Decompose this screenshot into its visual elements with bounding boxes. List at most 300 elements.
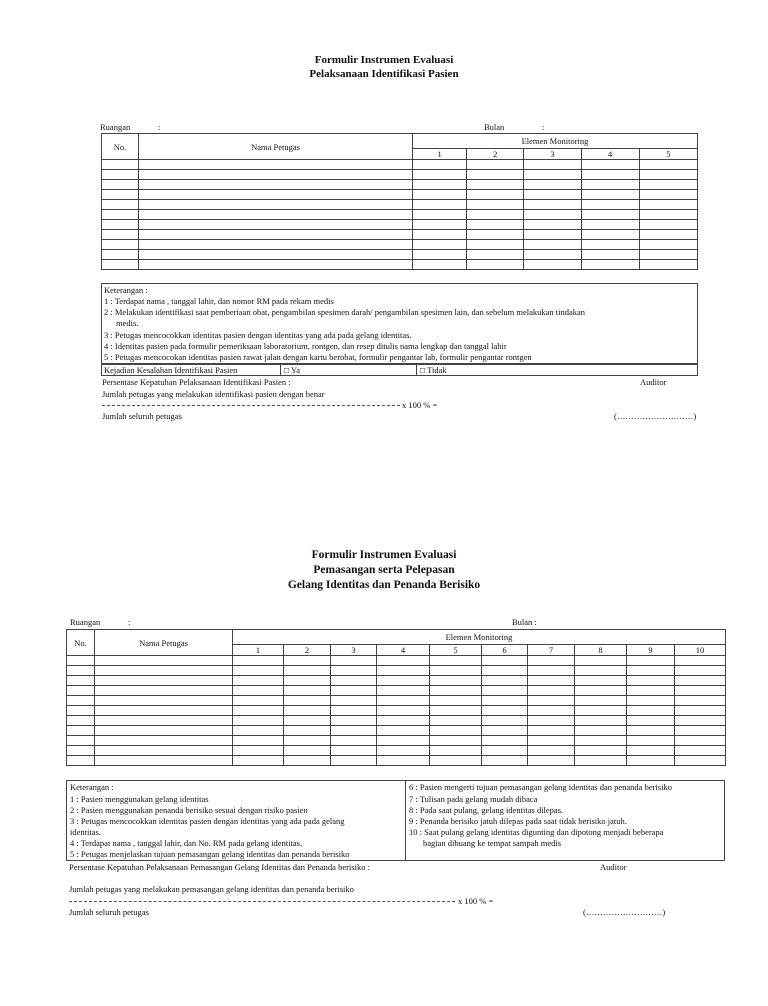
form2-table-cell[interactable] xyxy=(627,756,675,766)
form1-table-cell[interactable] xyxy=(524,250,581,260)
form1-table-cell[interactable] xyxy=(581,190,639,200)
form1-title-line1: Formulir Instrumen Evaluasi xyxy=(314,54,454,66)
form2-table-cell[interactable] xyxy=(482,686,528,696)
form1-table-cell[interactable] xyxy=(639,160,697,170)
form2-table-cell[interactable] xyxy=(430,686,482,696)
form1-table-cell[interactable] xyxy=(413,190,467,200)
form2-monitoring-table xyxy=(66,629,726,766)
form1-table-row xyxy=(102,260,698,270)
form1-table-cell[interactable] xyxy=(139,190,413,200)
form2-table-cell[interactable] xyxy=(675,756,726,766)
form2-table-cell[interactable] xyxy=(284,656,331,666)
form2-table-cell[interactable] xyxy=(284,736,331,746)
form2-table-cell[interactable] xyxy=(233,716,284,726)
form2-table-cell[interactable] xyxy=(331,686,377,696)
form2-table-cell[interactable] xyxy=(233,756,284,766)
form2-table-cell[interactable] xyxy=(575,676,627,686)
form2-denominator: Jumlah seluruh petugas xyxy=(69,907,149,917)
form1-table-cell[interactable] xyxy=(467,190,524,200)
form2-table-cell[interactable] xyxy=(331,676,377,686)
form1-table-cell[interactable] xyxy=(639,180,697,190)
form1-table-cell[interactable] xyxy=(467,200,524,210)
form1-table-cell[interactable] xyxy=(524,230,581,240)
form1-title-line2: Pelaksanaan Identifikasi Pasien xyxy=(309,68,459,80)
form2-table-cell[interactable] xyxy=(528,696,575,706)
form1-table-cell[interactable] xyxy=(102,180,139,190)
form2-persentase-label: Persentase Kepatuhan Pelaksanaan Pemasangan Gelang Identitas dan Penanda berisiko : xyxy=(69,862,370,872)
form2-table-row xyxy=(67,736,726,746)
form2-table-cell[interactable] xyxy=(675,716,726,726)
form2-table-cell[interactable] xyxy=(575,696,627,706)
form2-table-cell[interactable] xyxy=(575,736,627,746)
form2-title-line3: Gelang Identitas dan Penanda Berisiko xyxy=(287,579,481,591)
form2-title-line2: Pemasangan serta Pelepasan xyxy=(313,564,455,576)
form2-table-cell[interactable] xyxy=(627,736,675,746)
form1-bulan-colon: : xyxy=(542,122,545,132)
form1-table-cell[interactable] xyxy=(102,190,139,200)
form2-table-cell[interactable] xyxy=(482,736,528,746)
form1-table-cell[interactable] xyxy=(639,220,697,230)
form1-auditor-label: Auditor xyxy=(640,377,667,387)
form2-table-cell[interactable] xyxy=(67,696,95,706)
form2-table-cell[interactable] xyxy=(675,666,726,676)
form1-table-cell[interactable] xyxy=(413,160,467,170)
form1-table-cell[interactable] xyxy=(581,200,639,210)
form2-table-cell[interactable] xyxy=(482,656,528,666)
form2-table-cell[interactable] xyxy=(95,676,233,686)
form1-multiplier: x 100 % = xyxy=(402,400,438,410)
form1-elemen-1: 1 xyxy=(413,149,467,160)
form1-table-cell[interactable] xyxy=(467,210,524,220)
form2-table-cell[interactable] xyxy=(482,696,528,706)
form2-table-cell[interactable] xyxy=(377,746,430,756)
form1-table-cell[interactable] xyxy=(639,250,697,260)
form1-table-cell[interactable] xyxy=(467,220,524,230)
form2-table-cell[interactable] xyxy=(331,706,377,716)
form2-table-cell[interactable] xyxy=(430,696,482,706)
form2-table-cell[interactable] xyxy=(67,686,95,696)
form2-keterangan-10b: bagian dibuang ke tempat sampah medis xyxy=(423,838,562,848)
form1-keterangan-2b: medis. xyxy=(116,318,139,328)
form1-kejadian-label: Kejadian Kesalahan Identifikasi Pasien xyxy=(104,365,238,375)
form2-table-cell[interactable] xyxy=(331,666,377,676)
form2-table-cell[interactable] xyxy=(284,706,331,716)
form1-table-cell[interactable] xyxy=(102,250,139,260)
form1-table-cell[interactable] xyxy=(139,200,413,210)
form2-table-cell[interactable] xyxy=(482,706,528,716)
form2-signature: (………………………) xyxy=(583,907,666,917)
form2-table-cell[interactable] xyxy=(95,746,233,756)
form1-table-cell[interactable] xyxy=(413,180,467,190)
form2-table-cell[interactable] xyxy=(430,726,482,736)
form2-keterangan-3b: identitas. xyxy=(70,827,101,837)
form1-table-cell[interactable] xyxy=(581,250,639,260)
form2-table-cell[interactable] xyxy=(482,716,528,726)
form2-fraction-line xyxy=(69,901,455,902)
form2-table-cell[interactable] xyxy=(284,726,331,736)
form1-table-cell[interactable] xyxy=(139,260,413,270)
form2-table-cell[interactable] xyxy=(377,666,430,676)
form1-table-cell[interactable] xyxy=(467,250,524,260)
form1-table-cell[interactable] xyxy=(102,260,139,270)
form2-table-row xyxy=(67,716,726,726)
form2-table-cell[interactable] xyxy=(284,686,331,696)
form2-elemen-1: 1 xyxy=(233,645,284,656)
form2-table-cell[interactable] xyxy=(482,676,528,686)
form2-table-cell[interactable] xyxy=(95,656,233,666)
form2-table-cell[interactable] xyxy=(233,706,284,716)
form1-table-cell[interactable] xyxy=(102,160,139,170)
form2-multiplier: x 100 % = xyxy=(458,896,494,906)
form2-table-cell[interactable] xyxy=(430,736,482,746)
form1-header-no: No. xyxy=(102,134,139,160)
form2-table-cell[interactable] xyxy=(377,756,430,766)
form2-table-cell[interactable] xyxy=(284,676,331,686)
form1-table-cell[interactable] xyxy=(413,260,467,270)
form2-table-cell[interactable] xyxy=(627,696,675,706)
form1-persentase-label: Persentase Kepatuhan Pelaksanaan Identifikasi Pasien : xyxy=(102,377,291,387)
form1-elemen-2: 2 xyxy=(467,149,524,160)
form2-table-cell[interactable] xyxy=(284,746,331,756)
form2-table-cell[interactable] xyxy=(675,706,726,716)
form2-table-cell[interactable] xyxy=(377,736,430,746)
form2-table-cell[interactable] xyxy=(377,686,430,696)
form2-table-cell[interactable] xyxy=(233,666,284,676)
form1-table-cell[interactable] xyxy=(581,180,639,190)
form2-table-cell[interactable] xyxy=(233,696,284,706)
form1-table-cell[interactable] xyxy=(102,200,139,210)
form2-auditor-label: Auditor xyxy=(600,862,627,872)
form2-table-row xyxy=(67,706,726,716)
form1-table-cell[interactable] xyxy=(524,180,581,190)
form1-table-cell[interactable] xyxy=(413,250,467,260)
form2-table-cell[interactable] xyxy=(331,736,377,746)
form1-table-cell[interactable] xyxy=(581,240,639,250)
form2-table-cell[interactable] xyxy=(528,756,575,766)
form1-elemen-3: 3 xyxy=(524,149,581,160)
form2-header-elemen: Elemen Monitoring xyxy=(233,630,726,645)
form2-table-cell[interactable] xyxy=(430,706,482,716)
form2-table-row xyxy=(67,666,726,676)
form2-elemen-10: 10 xyxy=(675,645,726,656)
form2-table-row xyxy=(67,696,726,706)
form1-table-cell[interactable] xyxy=(524,210,581,220)
form2-table-cell[interactable] xyxy=(377,656,430,666)
form1-ruangan-label: Ruangan xyxy=(100,122,131,132)
form2-table-cell[interactable] xyxy=(575,756,627,766)
form1-table-row xyxy=(102,190,698,200)
form2-table-cell[interactable] xyxy=(95,756,233,766)
form2-keterangan-2: 2 : Pasien menggunakan penanda berisiko sesuai dengan risiko pasien xyxy=(70,805,308,815)
form2-elemen-3: 3 xyxy=(331,645,377,656)
form2-table-cell[interactable] xyxy=(528,656,575,666)
form2-table-cell[interactable] xyxy=(575,706,627,716)
form2-table-cell[interactable] xyxy=(377,706,430,716)
form1-bulan-label: Bulan xyxy=(484,122,505,132)
form2-table-cell[interactable] xyxy=(528,736,575,746)
form1-table-cell[interactable] xyxy=(639,210,697,220)
form2-table-cell[interactable] xyxy=(627,676,675,686)
form1-table-cell[interactable] xyxy=(413,230,467,240)
form2-table-cell[interactable] xyxy=(575,666,627,676)
form1-header-elemen: Elemen Monitoring xyxy=(413,134,698,149)
form2-ruangan-colon: : xyxy=(128,617,131,627)
form2-table-row xyxy=(67,656,726,666)
form1-table-cell[interactable] xyxy=(639,240,697,250)
form2-keterangan-8: 8 : Pada saat pulang, gelang identitas dilepas. xyxy=(409,805,564,815)
form1-table-cell[interactable] xyxy=(639,230,697,240)
form2-elemen-4: 4 xyxy=(377,645,430,656)
form2-table-cell[interactable] xyxy=(284,716,331,726)
form1-table-cell[interactable] xyxy=(102,210,139,220)
form1-table-cell[interactable] xyxy=(524,160,581,170)
form2-table-cell[interactable] xyxy=(377,676,430,686)
form2-header-nama: Nama Petugas xyxy=(95,630,233,656)
form1-table-cell[interactable] xyxy=(467,260,524,270)
form1-table-cell[interactable] xyxy=(139,210,413,220)
form2-table-cell[interactable] xyxy=(575,656,627,666)
form2-table-cell[interactable] xyxy=(575,726,627,736)
form2-table-cell[interactable] xyxy=(377,726,430,736)
form1-table-cell[interactable] xyxy=(581,210,639,220)
form2-table-cell[interactable] xyxy=(233,726,284,736)
form1-numerator: Jumlah petugas yang melakukan identifikasi pasien dengan benar xyxy=(102,389,325,399)
form2-table-cell[interactable] xyxy=(284,756,331,766)
form2-table-cell[interactable] xyxy=(430,716,482,726)
form2-table-cell[interactable] xyxy=(284,666,331,676)
form2-table-cell[interactable] xyxy=(331,726,377,736)
form2-table-cell[interactable] xyxy=(95,686,233,696)
form2-table-cell[interactable] xyxy=(627,666,675,676)
form2-table-cell[interactable] xyxy=(675,746,726,756)
form1-table-cell[interactable] xyxy=(524,190,581,200)
form2-table-cell[interactable] xyxy=(233,746,284,756)
form1-table-cell[interactable] xyxy=(413,200,467,210)
form1-ruangan-colon: : xyxy=(158,122,161,132)
form2-elemen-6: 6 xyxy=(482,645,528,656)
form1-ya-cell xyxy=(280,364,417,376)
form1-tidak-checkbox[interactable]: □ Tidak xyxy=(420,365,447,375)
form1-table-cell[interactable] xyxy=(467,170,524,180)
form2-table-cell[interactable] xyxy=(575,716,627,726)
form2-table-cell[interactable] xyxy=(67,676,95,686)
form2-table-cell[interactable] xyxy=(95,736,233,746)
form1-table-cell[interactable] xyxy=(581,170,639,180)
form2-table-cell[interactable] xyxy=(482,756,528,766)
form2-header-no: No. xyxy=(67,630,95,656)
form1-table-row xyxy=(102,160,698,170)
form1-table-cell[interactable] xyxy=(581,220,639,230)
form2-table-cell[interactable] xyxy=(675,676,726,686)
form1-table-cell[interactable] xyxy=(581,160,639,170)
form2-table-cell[interactable] xyxy=(67,716,95,726)
form1-signature: (………………………) xyxy=(614,411,697,421)
form2-keterangan-7: 7 : Tulisan pada gelang mudah dibaca xyxy=(409,794,538,804)
form2-bulan-label: Bulan : xyxy=(512,617,537,627)
form2-table-row xyxy=(67,676,726,686)
form2-table-cell[interactable] xyxy=(233,676,284,686)
form1-table-cell[interactable] xyxy=(139,250,413,260)
form2-table-cell[interactable] xyxy=(675,686,726,696)
form2-table-cell[interactable] xyxy=(430,656,482,666)
form1-denominator: Jumlah seluruh petugas xyxy=(102,411,182,421)
form2-table-cell[interactable] xyxy=(528,706,575,716)
form1-table-cell[interactable] xyxy=(467,160,524,170)
form1-table-cell[interactable] xyxy=(413,170,467,180)
form2-table-cell[interactable] xyxy=(95,716,233,726)
form1-table-cell[interactable] xyxy=(639,170,697,180)
form2-keterangan-5: 5 : Petugas menjelaskan tujuan pemasangan gelang identitas dan penanda berisiko xyxy=(70,849,350,859)
form2-table-cell[interactable] xyxy=(627,656,675,666)
form1-table-cell[interactable] xyxy=(524,200,581,210)
form2-table-cell[interactable] xyxy=(377,696,430,706)
form1-keterangan-title: Keterangan : xyxy=(104,285,148,295)
form1-table-cell[interactable] xyxy=(639,200,697,210)
form2-keterangan-10: 10 : Saat pulang gelang identitas digunting dan dipotong menjadi beberapa xyxy=(409,827,664,837)
form1-header-nama: Nama Petugas xyxy=(139,134,413,160)
form2-table-cell[interactable] xyxy=(675,696,726,706)
form1-table-cell[interactable] xyxy=(139,220,413,230)
form2-elemen-9: 9 xyxy=(627,645,675,656)
form1-table-cell[interactable] xyxy=(467,230,524,240)
form2-elemen-8: 8 xyxy=(575,645,627,656)
form1-tidak-cell xyxy=(416,364,698,376)
form2-table-cell[interactable] xyxy=(482,746,528,756)
form1-table-cell[interactable] xyxy=(581,230,639,240)
form1-table-row xyxy=(102,210,698,220)
form2-table-cell[interactable] xyxy=(528,726,575,736)
form2-table-cell[interactable] xyxy=(95,726,233,736)
form2-table-cell[interactable] xyxy=(331,656,377,666)
form1-table-cell[interactable] xyxy=(139,240,413,250)
form1-table-cell[interactable] xyxy=(139,170,413,180)
form2-table-row xyxy=(67,726,726,736)
form2-table-cell[interactable] xyxy=(331,716,377,726)
form2-table-cell[interactable] xyxy=(233,736,284,746)
form2-table-cell[interactable] xyxy=(95,666,233,676)
form1-monitoring-table xyxy=(101,133,698,270)
form2-ruangan-label: Ruangan xyxy=(70,617,101,627)
form2-table-cell[interactable] xyxy=(67,756,95,766)
form2-table-cell[interactable] xyxy=(95,706,233,716)
form2-keterangan-title: Keterangan : xyxy=(70,782,114,792)
form2-table-cell[interactable] xyxy=(430,666,482,676)
form1-table-row xyxy=(102,230,698,240)
form1-table-cell[interactable] xyxy=(581,260,639,270)
form1-keterangan-4: 4 : Identitas pasien pada formulir pemeriksaan laboratorium, rontgen, dan resep ditulis nama lengkap dan tanggal lahir xyxy=(104,341,507,351)
form2-table-cell[interactable] xyxy=(482,726,528,736)
form1-keterangan-2: 2 : Melakukan identifikasi saat pemberiaan obat, pengambilan spesimen darah/ pengambilan spesimen lain, dan sebelum melakukan tindakan xyxy=(104,307,586,317)
form1-elemen-5: 5 xyxy=(639,149,697,160)
form2-table-cell[interactable] xyxy=(627,716,675,726)
form1-table-cell[interactable] xyxy=(102,220,139,230)
form1-table-row xyxy=(102,180,698,190)
form1-table-cell[interactable] xyxy=(102,230,139,240)
form2-table-cell[interactable] xyxy=(482,666,528,676)
form1-table-cell[interactable] xyxy=(524,170,581,180)
form2-table-cell[interactable] xyxy=(95,696,233,706)
form2-table-cell[interactable] xyxy=(430,676,482,686)
form1-table-cell[interactable] xyxy=(524,240,581,250)
form1-table-cell[interactable] xyxy=(413,210,467,220)
form2-table-cell[interactable] xyxy=(67,746,95,756)
form2-keterangan-6: 6 : Pasien mengerti tujuan pemasangan gelang identitas dan penanda berisiko xyxy=(409,782,672,792)
form2-table-cell[interactable] xyxy=(67,736,95,746)
form1-table-cell[interactable] xyxy=(102,240,139,250)
form2-table-cell[interactable] xyxy=(528,716,575,726)
form2-table-cell[interactable] xyxy=(331,696,377,706)
form2-table-cell[interactable] xyxy=(528,686,575,696)
form2-table-cell[interactable] xyxy=(284,696,331,706)
form2-table-cell[interactable] xyxy=(528,676,575,686)
form2-table-cell[interactable] xyxy=(430,746,482,756)
form2-elemen-7: 7 xyxy=(528,645,575,656)
form1-table-cell[interactable] xyxy=(467,240,524,250)
form2-table-cell[interactable] xyxy=(675,726,726,736)
form1-fraction-line xyxy=(102,405,400,406)
form1-table-row xyxy=(102,200,698,210)
form1-table-cell[interactable] xyxy=(139,230,413,240)
form2-table-cell[interactable] xyxy=(627,746,675,756)
form1-keterangan-3: 3 : Petugas mencocokkan identitas pasien dengan identitas yang ada pada gelang identitas. xyxy=(104,330,412,340)
form1-table-cell[interactable] xyxy=(413,240,467,250)
form1-table-cell[interactable] xyxy=(102,170,139,180)
form1-keterangan-1: 1 : Terdapat nama , tanggal lahir, dan nomor RM pada rekam medis xyxy=(104,296,334,306)
form2-table-cell[interactable] xyxy=(627,686,675,696)
form1-table-row xyxy=(102,250,698,260)
form2-table-cell[interactable] xyxy=(233,686,284,696)
form2-table-cell[interactable] xyxy=(377,716,430,726)
form2-table-cell[interactable] xyxy=(675,656,726,666)
form2-table-cell[interactable] xyxy=(331,746,377,756)
form2-table-cell[interactable] xyxy=(67,656,95,666)
form2-table-cell[interactable] xyxy=(575,746,627,756)
form1-table-row xyxy=(102,220,698,230)
form2-table-cell[interactable] xyxy=(331,756,377,766)
form2-table-cell[interactable] xyxy=(627,726,675,736)
form2-elemen-5: 5 xyxy=(430,645,482,656)
form1-elemen-4: 4 xyxy=(581,149,639,160)
form2-keterangan-9: 9 : Penanda berisiko jatuh dilepas pada saat tidak berisiko jatuh. xyxy=(409,816,627,826)
form2-table-row xyxy=(67,746,726,756)
form1-ya-checkbox[interactable]: □ Ya xyxy=(284,365,301,375)
form1-keterangan-5: 5 : Petugas mencocokan identitas pasien rawat jalan dengan kartu berobat, formulir pengantar lab, formulir pengantar rontgen xyxy=(104,352,532,362)
form1-table-cell[interactable] xyxy=(639,190,697,200)
form1-table-cell[interactable] xyxy=(639,260,697,270)
form1-table-cell[interactable] xyxy=(139,160,413,170)
form2-table-cell[interactable] xyxy=(67,666,95,676)
form2-keterangan-4: 4 : Terdapat nama , tanggal lahir, dan No. RM pada gelang identitas. xyxy=(70,838,303,848)
form2-table-cell[interactable] xyxy=(430,756,482,766)
form2-table-cell[interactable] xyxy=(528,666,575,676)
form1-table-cell[interactable] xyxy=(524,220,581,230)
form1-table-cell[interactable] xyxy=(413,220,467,230)
form2-table-cell[interactable] xyxy=(233,656,284,666)
form2-table-cell[interactable] xyxy=(627,706,675,716)
form2-keterangan-1: 1 : Pasien menggunakan gelang identitas xyxy=(70,794,209,804)
form2-table-cell[interactable] xyxy=(575,686,627,696)
form1-table-row xyxy=(102,170,698,180)
form2-numerator: Jumlah petugas yang melakukan pemasangan gelang identitas dan penanda berisiko xyxy=(69,884,354,894)
form2-table-cell[interactable] xyxy=(528,746,575,756)
form2-table-cell[interactable] xyxy=(67,706,95,716)
form1-table-cell[interactable] xyxy=(139,180,413,190)
form1-table-cell[interactable] xyxy=(467,180,524,190)
form1-table-cell[interactable] xyxy=(524,260,581,270)
form2-table-cell[interactable] xyxy=(67,726,95,736)
form2-table-cell[interactable] xyxy=(675,736,726,746)
form2-table-row xyxy=(67,756,726,766)
